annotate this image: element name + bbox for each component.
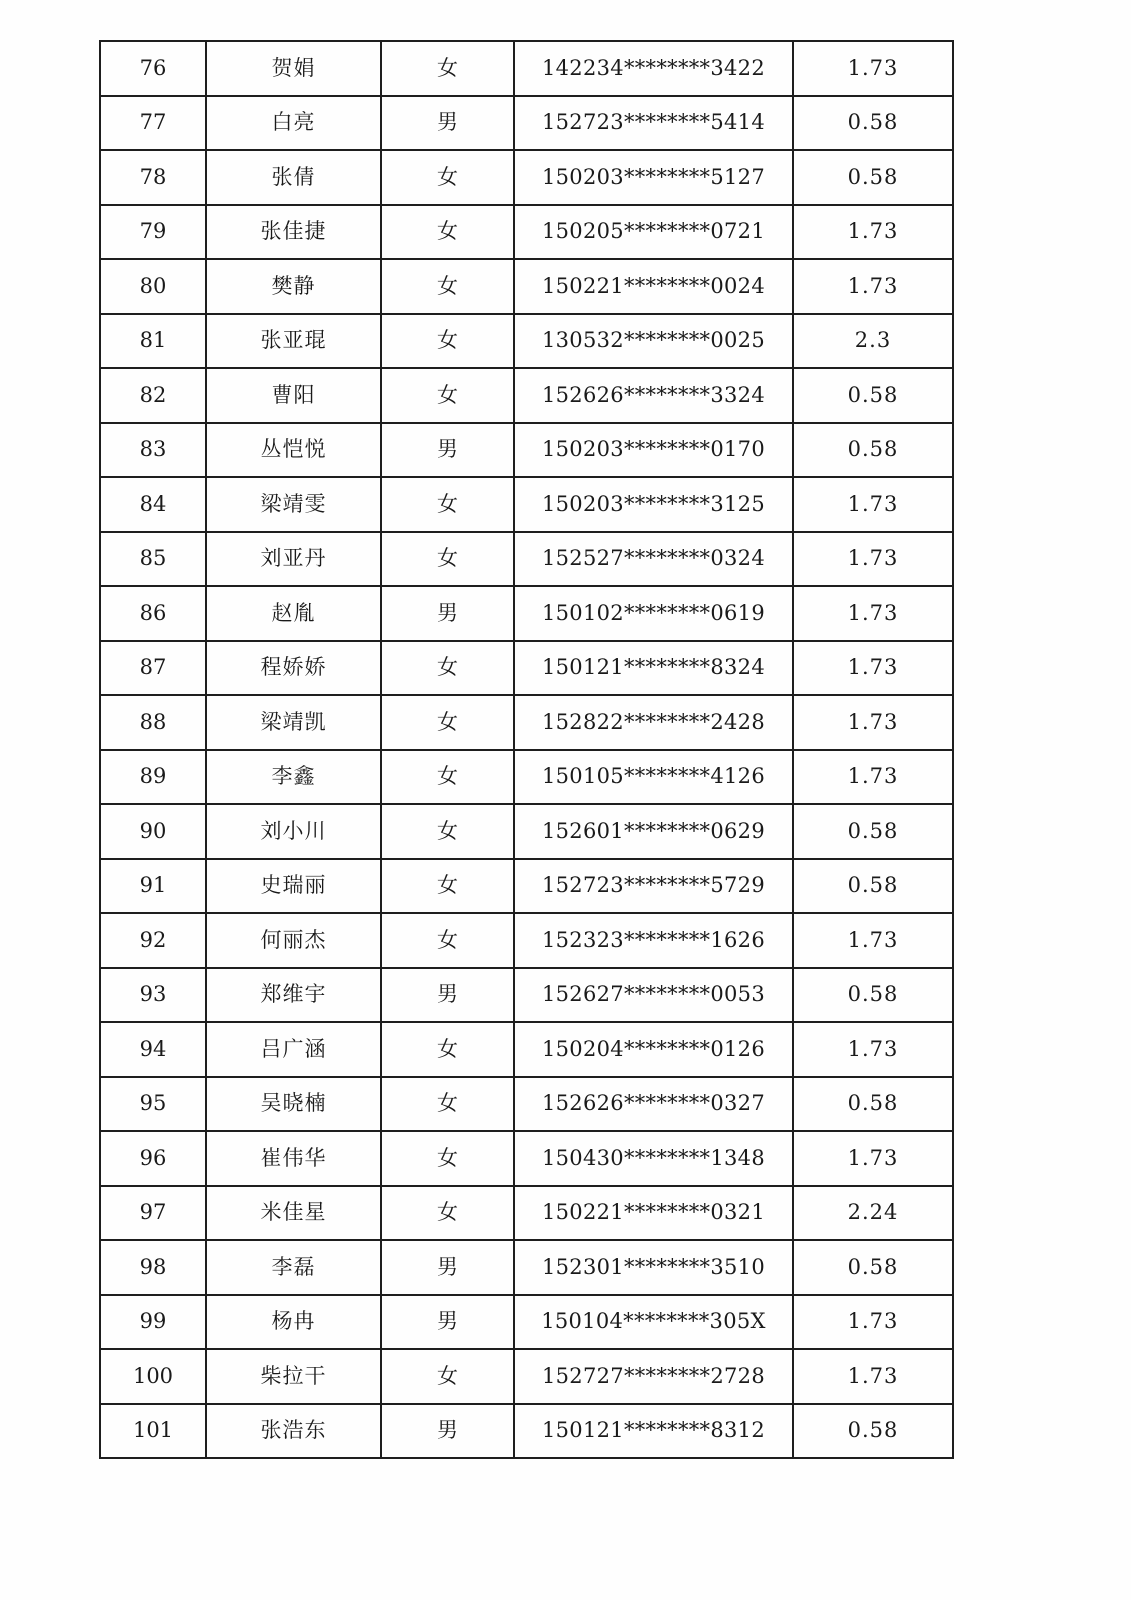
name-cell: 张亚琨: [206, 314, 381, 369]
value-cell: 1.73: [793, 750, 953, 805]
table-row: [100, 259, 953, 314]
table-row: [100, 368, 953, 423]
id-number-cell: 150121********8324: [514, 641, 793, 696]
table-row: [100, 423, 953, 478]
row-number-cell: 91: [100, 859, 206, 914]
row-number-cell: 90: [100, 804, 206, 859]
value-cell: 1.73: [793, 1349, 953, 1404]
gender-cell: 男: [381, 1240, 514, 1295]
id-number-cell: 150203********3125: [514, 477, 793, 532]
row-number-cell: 80: [100, 259, 206, 314]
gender-cell: 女: [381, 532, 514, 587]
id-number-cell: 152323********1626: [514, 913, 793, 968]
gender-cell: 男: [381, 968, 514, 1023]
row-number-cell: 76: [100, 41, 206, 96]
value-cell: 0.58: [793, 368, 953, 423]
id-number-cell: 152627********0053: [514, 968, 793, 1023]
row-number-cell: 98: [100, 1240, 206, 1295]
value-cell: 1.73: [793, 1022, 953, 1077]
name-cell: 吴晓楠: [206, 1077, 381, 1132]
gender-cell: 女: [381, 859, 514, 914]
table-row: [100, 1131, 953, 1186]
gender-cell: 女: [381, 1077, 514, 1132]
gender-cell: 女: [381, 368, 514, 423]
value-cell: 1.73: [793, 1131, 953, 1186]
id-number-cell: 130532********0025: [514, 314, 793, 369]
row-number-cell: 85: [100, 532, 206, 587]
value-cell: 1.73: [793, 205, 953, 260]
id-number-cell: 150204********0126: [514, 1022, 793, 1077]
id-number-cell: 152626********3324: [514, 368, 793, 423]
name-cell: 丛恺悦: [206, 423, 381, 478]
table-row: [100, 41, 953, 96]
name-cell: 郑维宇: [206, 968, 381, 1023]
table-row: [100, 477, 953, 532]
id-number-cell: 150104********305X: [514, 1295, 793, 1350]
table-row: [100, 913, 953, 968]
table-row: [100, 804, 953, 859]
table-row: [100, 96, 953, 151]
id-number-cell: 152601********0629: [514, 804, 793, 859]
id-number-cell: 150205********0721: [514, 205, 793, 260]
name-cell: 柴拉干: [206, 1349, 381, 1404]
value-cell: 1.73: [793, 913, 953, 968]
name-cell: 史瑞丽: [206, 859, 381, 914]
value-cell: 1.73: [793, 1295, 953, 1350]
name-cell: 程娇娇: [206, 641, 381, 696]
id-number-cell: 150430********1348: [514, 1131, 793, 1186]
gender-cell: 女: [381, 1022, 514, 1077]
value-cell: 1.73: [793, 41, 953, 96]
gender-cell: 女: [381, 750, 514, 805]
id-number-cell: 152626********0327: [514, 1077, 793, 1132]
row-number-cell: 97: [100, 1186, 206, 1241]
table-row: [100, 641, 953, 696]
value-cell: 0.58: [793, 1404, 953, 1459]
name-cell: 吕广涵: [206, 1022, 381, 1077]
row-number-cell: 83: [100, 423, 206, 478]
gender-cell: 男: [381, 423, 514, 478]
table-row: [100, 314, 953, 369]
gender-cell: 女: [381, 913, 514, 968]
row-number-cell: 101: [100, 1404, 206, 1459]
gender-cell: 女: [381, 150, 514, 205]
value-cell: 1.73: [793, 477, 953, 532]
value-cell: 0.58: [793, 150, 953, 205]
id-number-cell: 152527********0324: [514, 532, 793, 587]
row-number-cell: 79: [100, 205, 206, 260]
row-number-cell: 78: [100, 150, 206, 205]
row-number-cell: 81: [100, 314, 206, 369]
row-number-cell: 100: [100, 1349, 206, 1404]
row-number-cell: 87: [100, 641, 206, 696]
value-cell: 1.73: [793, 586, 953, 641]
table-row: [100, 859, 953, 914]
table-row: [100, 1404, 953, 1459]
table-row: [100, 1295, 953, 1350]
value-cell: 0.58: [793, 1240, 953, 1295]
name-cell: 刘亚丹: [206, 532, 381, 587]
name-cell: 杨冉: [206, 1295, 381, 1350]
gender-cell: 男: [381, 1295, 514, 1350]
gender-cell: 女: [381, 41, 514, 96]
gender-cell: 女: [381, 804, 514, 859]
id-number-cell: 150221********0321: [514, 1186, 793, 1241]
id-number-cell: 150221********0024: [514, 259, 793, 314]
name-cell: 贺娟: [206, 41, 381, 96]
table-row: [100, 1240, 953, 1295]
name-cell: 刘小川: [206, 804, 381, 859]
table-row: [100, 1186, 953, 1241]
row-number-cell: 84: [100, 477, 206, 532]
row-number-cell: 93: [100, 968, 206, 1023]
gender-cell: 女: [381, 259, 514, 314]
row-number-cell: 77: [100, 96, 206, 151]
value-cell: 0.58: [793, 96, 953, 151]
id-number-cell: 152723********5729: [514, 859, 793, 914]
table-row: [100, 532, 953, 587]
roster-table: [99, 40, 954, 1459]
value-cell: 0.58: [793, 804, 953, 859]
id-number-cell: 152727********2728: [514, 1349, 793, 1404]
row-number-cell: 86: [100, 586, 206, 641]
value-cell: 1.73: [793, 641, 953, 696]
row-number-cell: 92: [100, 913, 206, 968]
value-cell: 2.3: [793, 314, 953, 369]
gender-cell: 女: [381, 1349, 514, 1404]
gender-cell: 女: [381, 1131, 514, 1186]
gender-cell: 女: [381, 205, 514, 260]
gender-cell: 女: [381, 641, 514, 696]
gender-cell: 男: [381, 586, 514, 641]
value-cell: 1.73: [793, 532, 953, 587]
gender-cell: 女: [381, 695, 514, 750]
table-row: [100, 1349, 953, 1404]
id-number-cell: 150102********0619: [514, 586, 793, 641]
gender-cell: 女: [381, 1186, 514, 1241]
id-number-cell: 150105********4126: [514, 750, 793, 805]
table-row: [100, 205, 953, 260]
id-number-cell: 152301********3510: [514, 1240, 793, 1295]
value-cell: 0.58: [793, 968, 953, 1023]
table-row: [100, 150, 953, 205]
name-cell: 何丽杰: [206, 913, 381, 968]
name-cell: 赵胤: [206, 586, 381, 641]
name-cell: 白亮: [206, 96, 381, 151]
table-row: [100, 586, 953, 641]
id-number-cell: 150121********8312: [514, 1404, 793, 1459]
row-number-cell: 95: [100, 1077, 206, 1132]
id-number-cell: 152822********2428: [514, 695, 793, 750]
value-cell: 1.73: [793, 259, 953, 314]
value-cell: 0.58: [793, 1077, 953, 1132]
name-cell: 梁靖凯: [206, 695, 381, 750]
gender-cell: 男: [381, 1404, 514, 1459]
row-number-cell: 82: [100, 368, 206, 423]
table-row: [100, 1077, 953, 1132]
table-row: [100, 1022, 953, 1077]
value-cell: 0.58: [793, 859, 953, 914]
row-number-cell: 99: [100, 1295, 206, 1350]
name-cell: 李磊: [206, 1240, 381, 1295]
name-cell: 张浩东: [206, 1404, 381, 1459]
id-number-cell: 150203********5127: [514, 150, 793, 205]
id-number-cell: 152723********5414: [514, 96, 793, 151]
table-row: [100, 968, 953, 1023]
name-cell: 樊静: [206, 259, 381, 314]
name-cell: 李鑫: [206, 750, 381, 805]
row-number-cell: 88: [100, 695, 206, 750]
id-number-cell: 142234********3422: [514, 41, 793, 96]
name-cell: 张倩: [206, 150, 381, 205]
value-cell: 0.58: [793, 423, 953, 478]
value-cell: 2.24: [793, 1186, 953, 1241]
table-row: [100, 695, 953, 750]
gender-cell: 女: [381, 314, 514, 369]
roster-table-body: [100, 41, 953, 1458]
name-cell: 曹阳: [206, 368, 381, 423]
name-cell: 梁靖雯: [206, 477, 381, 532]
value-cell: 1.73: [793, 695, 953, 750]
row-number-cell: 96: [100, 1131, 206, 1186]
gender-cell: 男: [381, 96, 514, 151]
name-cell: 米佳星: [206, 1186, 381, 1241]
gender-cell: 女: [381, 477, 514, 532]
table-row: [100, 750, 953, 805]
name-cell: 崔伟华: [206, 1131, 381, 1186]
row-number-cell: 94: [100, 1022, 206, 1077]
id-number-cell: 150203********0170: [514, 423, 793, 478]
name-cell: 张佳捷: [206, 205, 381, 260]
row-number-cell: 89: [100, 750, 206, 805]
